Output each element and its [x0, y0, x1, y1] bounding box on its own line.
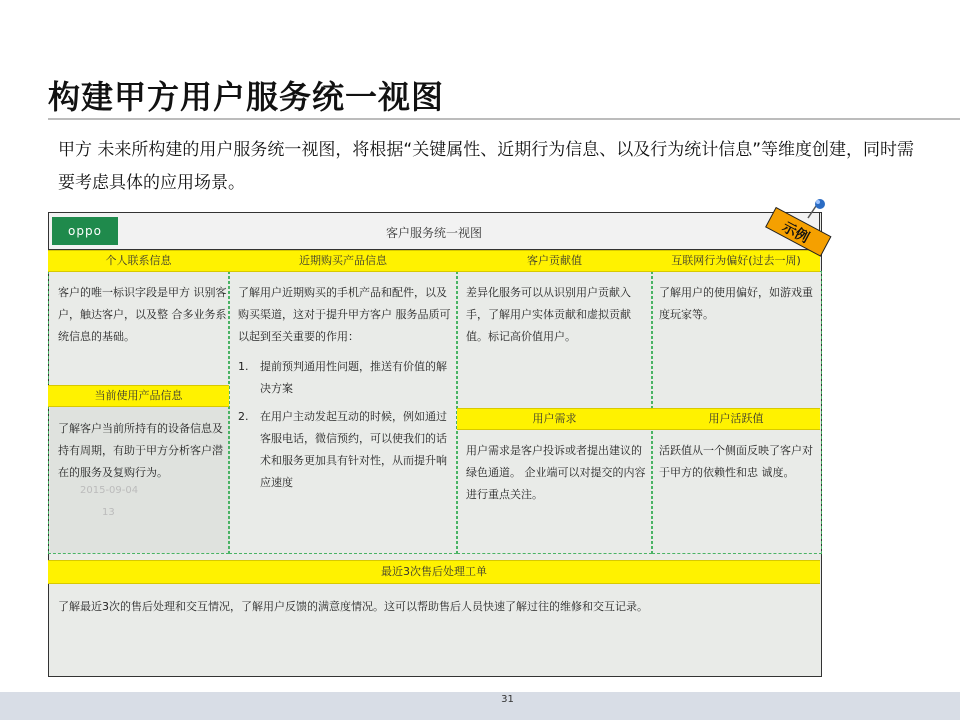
- example-stamp-label: 示例: [779, 219, 812, 247]
- internet-pref-text: 了解用户的使用偏好，如游戏重度玩家等。: [659, 286, 813, 321]
- user-activity-text: 活跃值从一个侧面反映了客户对于甲方的依赖性和忠 诚度。: [659, 444, 813, 479]
- header-after-sales: 最近3次售后处理工单: [48, 560, 820, 584]
- page-number: 31: [501, 694, 514, 705]
- title-divider: [48, 118, 960, 120]
- user-needs-text: 用户需求是客户投诉或者提出建议的绿色通道。 企业端可以对提交的内容进行重点关注。: [466, 444, 646, 501]
- header-recent-purchase: 近期购买产品信息: [229, 250, 457, 272]
- header-internet-pref: 互联网行为偏好(过去一周): [652, 250, 820, 272]
- list-item-number: 1.: [238, 360, 249, 373]
- recent-purchase-text: [238, 282, 454, 500]
- list-item: [238, 406, 454, 494]
- after-sales-text: 了解最近3次的售后处理和交互情况，了解用户反馈的满意度情况。这可以帮助售后人员快速了解过往的维修和交互记录。: [58, 600, 648, 613]
- faded-table-count: 13: [102, 507, 115, 518]
- view-header-title: 客户服务统一视图: [385, 226, 482, 240]
- header-user-activity: 用户活跃值: [652, 408, 820, 430]
- recent-purchase-intro: 了解用户近期购买的手机产品和配件，以及购买渠道，这对于提升甲方客户 服务品质可以起到至关重要的作用：: [238, 286, 451, 343]
- page-title: 构建甲方用户服务统一视图: [48, 78, 445, 116]
- intro-paragraph: 甲方 未来所构建的用户服务统一视图，将根据“关键属性、近期行为信息、以及行为统计信息”等维度创建，同时需要考虑具体的应用场景。: [58, 140, 915, 193]
- header-user-needs: 用户需求: [457, 408, 652, 430]
- list-item-text: 在用户主动发起互动的时候，例如通过客服电话，微信预约，可以使我们的话术和服务更加具有针对性，从而提升响应速度: [260, 410, 447, 489]
- list-item: [238, 356, 454, 400]
- recent-purchase-list: [238, 356, 454, 494]
- contribution-text: 差异化服务可以从识别用户贡献入手，了解用户实体贡献和虚拟贡献值。标记高价值用户。: [466, 286, 631, 343]
- list-item-text: 提前预判通用性问题，推送有价值的解决方案: [260, 360, 447, 395]
- personal-contact-text: 客户的唯一标识字段是甲方 识别客户，触达客户，以及整 合多业务系统信息的基础。: [58, 286, 227, 343]
- pushpin-icon: [808, 199, 825, 218]
- faded-table-date: 2015-09-04: [80, 485, 139, 496]
- example-stamp: [758, 198, 834, 262]
- header-contribution: 客户贡献值: [457, 250, 652, 272]
- current-products-text: 了解客户当前所持有的设备信息及持有周期，有助于甲方分析客户潜在的服务及复购行为。: [58, 422, 223, 479]
- oppo-logo: oppo: [52, 217, 118, 245]
- header-personal-contact: 个人联系信息: [48, 250, 229, 272]
- header-current-products: 当前使用产品信息: [48, 385, 229, 407]
- list-item-number: 2.: [238, 410, 249, 423]
